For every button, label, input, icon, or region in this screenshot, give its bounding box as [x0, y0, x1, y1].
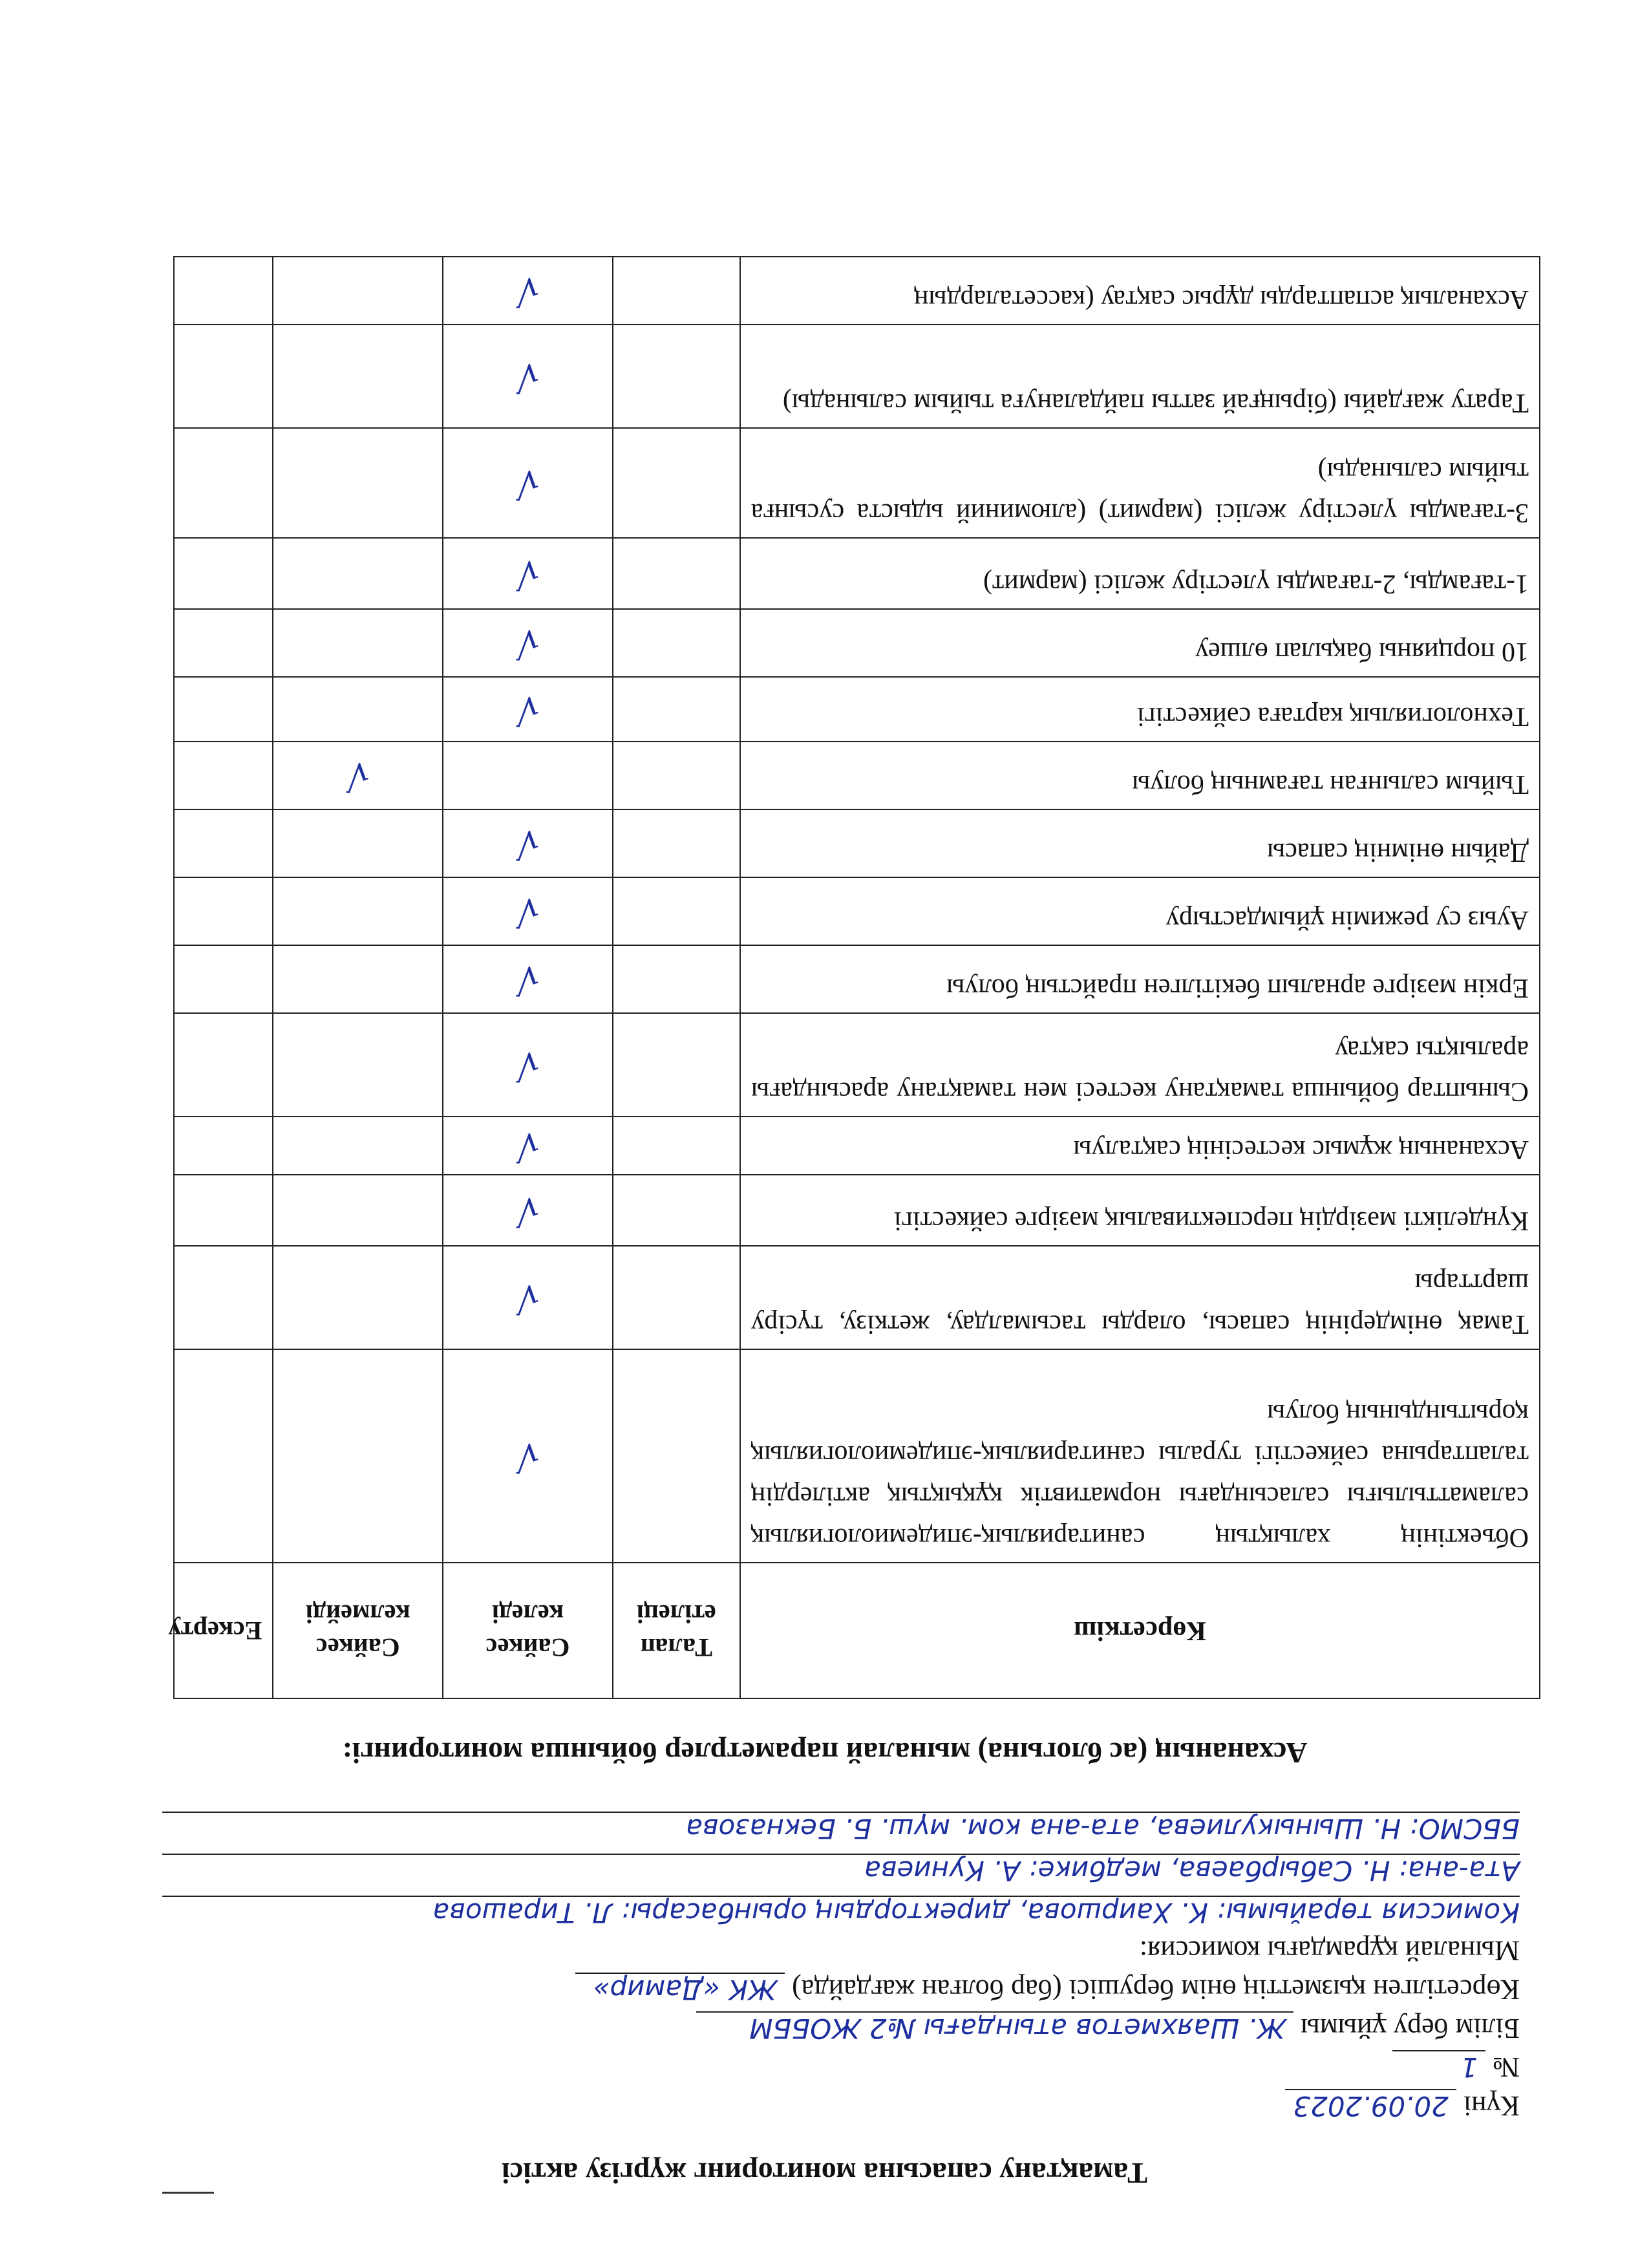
criterion-cell: Технологиялық картаға сәйкестігі — [740, 677, 1540, 742]
date-value: 20.09.2023 — [1285, 2089, 1456, 2122]
note-cell — [174, 1117, 273, 1175]
complies-cell: √ — [443, 945, 613, 1013]
criterion-cell: 3-тағамды үлестіру желісі (мармит) (алюминий ыдыста сусынға тыйым салынады) — [740, 428, 1540, 538]
required-cell — [613, 1175, 740, 1246]
required-cell — [613, 325, 740, 428]
complies-cell: √ — [443, 538, 613, 609]
school-line — [696, 2011, 1520, 2045]
required-cell — [613, 538, 740, 609]
complies-cell: √ — [443, 809, 613, 877]
not-complies-cell — [273, 609, 443, 677]
complies-cell: √ — [443, 1349, 613, 1563]
not-complies-cell — [273, 1246, 443, 1349]
supplier-line — [575, 1973, 1520, 2006]
header-criterion: Көрсеткіш — [740, 1563, 1540, 1698]
required-cell — [613, 257, 740, 325]
criterion-cell: Тыйым салынған тағамның болуы — [740, 742, 1540, 809]
not-complies-cell — [273, 257, 443, 325]
criterion-cell: Асханалық аспаптарды дұрыс сақтау (кассеталардың — [740, 257, 1540, 325]
criterion-cell: Ауыз су режимін ұйымдастыру — [740, 877, 1540, 945]
complies-cell: √ — [443, 1117, 613, 1175]
not-complies-cell — [273, 538, 443, 609]
required-cell — [613, 877, 740, 945]
table-row — [174, 1117, 1540, 1175]
note-cell — [174, 257, 273, 325]
criterion-cell: Асхананың жұмыс кестесінің сақталуы — [740, 1117, 1540, 1175]
number-label: № — [1493, 2051, 1520, 2083]
required-cell — [613, 742, 740, 809]
header-note: Ескерту — [174, 1563, 273, 1698]
criterion-cell: Тарату жағдайы (бірыңғай затты пайдалануға тыйым салынады) — [740, 325, 1540, 428]
header-required: Талап етілеці — [613, 1563, 740, 1698]
required-cell — [613, 1013, 740, 1117]
note-cell — [174, 809, 273, 877]
not-complies-cell — [273, 428, 443, 538]
not-complies-cell — [273, 1117, 443, 1175]
criterion-cell: Сыныптар бойынша тамақтану кестесі мен тамақтану арасындағы аралықты сақтау — [740, 1013, 1540, 1117]
number-value: 1 — [1392, 2050, 1485, 2083]
note-cell — [174, 1246, 273, 1349]
note-cell — [174, 428, 273, 538]
complies-cell: √ — [443, 325, 613, 428]
complies-cell: √ — [443, 428, 613, 538]
required-cell — [613, 1117, 740, 1175]
table-row — [174, 609, 1540, 677]
not-complies-cell — [273, 809, 443, 877]
header-not-complies: Сайкес келмейді — [273, 1563, 443, 1698]
note-cell — [174, 325, 273, 428]
complies-cell: √ — [443, 1013, 613, 1117]
required-cell — [613, 945, 740, 1013]
complies-cell: √ — [443, 677, 613, 742]
note-cell — [174, 742, 273, 809]
required-cell — [613, 609, 740, 677]
note-cell — [174, 1175, 273, 1246]
note-cell — [174, 538, 273, 609]
table-row — [174, 809, 1540, 877]
table-row — [174, 325, 1540, 428]
not-complies-cell — [273, 945, 443, 1013]
note-cell — [174, 1013, 273, 1117]
not-complies-cell — [273, 1013, 443, 1117]
table-row — [174, 1013, 1540, 1117]
table-row — [174, 945, 1540, 1013]
table-row — [174, 538, 1540, 609]
table-row — [174, 1246, 1540, 1349]
school-label: Білім беру ұйымы — [1301, 2013, 1520, 2044]
commission-line-3: ББСМО: Н. Шыныкулиева, ата-ана ком. мүш. Б. Бекназова — [162, 1812, 1520, 1845]
not-complies-cell: √ — [273, 742, 443, 809]
note-cell — [174, 945, 273, 1013]
note-cell — [174, 609, 273, 677]
not-complies-cell — [273, 1349, 443, 1563]
not-complies-cell — [273, 677, 443, 742]
monitoring-table — [168, 256, 1540, 1699]
note-cell — [174, 877, 273, 945]
note-cell — [174, 677, 273, 742]
criterion-cell: 1-тағамды, 2-тағамды үлестіру желісі (мармит) — [740, 538, 1540, 609]
not-complies-cell — [273, 325, 443, 428]
criterion-cell: Күнделікті мәзірдің перспективалық мәзірге сәйкестігі — [740, 1175, 1540, 1246]
table-row — [174, 257, 1540, 325]
commission-line-2: Ата-ана: Н. Сабырбаева, медбике: А. Куниева — [162, 1854, 1520, 1887]
act-title: Тамақтану сапасына мониторинг жүргізу актісі — [502, 2157, 1147, 2190]
complies-cell: √ — [443, 877, 613, 945]
required-cell — [613, 809, 740, 877]
date-label: Күні — [1463, 2090, 1520, 2122]
school-value: Ж. Шаяхметов атындағы №2 ЖОББМ — [696, 2011, 1293, 2044]
criterion-cell: Тамақ өнімдерінің сапасы, оларды тасымалдау, жеткізу, түсіру шарттары — [740, 1246, 1540, 1349]
complies-cell: √ — [443, 1175, 613, 1246]
criterion-cell: Еркін мәзірге арналып бекітілген прайстың болуы — [740, 945, 1540, 1013]
section-title: Асхананың (ас блогына) мыналай параметрлер бойынша мониторингі: — [342, 1737, 1308, 1770]
table-row — [174, 877, 1540, 945]
commission-line-1: Комиссия төрайымы: К. Хаиршова, директордың орынбасары: Л. Тирашова — [162, 1896, 1520, 1929]
date-line — [1285, 2089, 1520, 2123]
table-row — [174, 1175, 1540, 1246]
header-complies: Сайкес келеді — [443, 1563, 613, 1698]
corner-mark — [162, 2192, 214, 2194]
criterion-cell: Объектінің халықтың санитариялық-эпидемиологиялық саламаттылығы саласындағы нормативтік құқықтық актілердің талаптарына сәйкестігі туралы санитариялық-эпидемиологиялық қорытындының болуы — [740, 1349, 1540, 1563]
complies-cell: √ — [443, 257, 613, 325]
table-row — [174, 677, 1540, 742]
supplier-value: ЖК «Дамир» — [575, 1973, 785, 2006]
required-cell — [613, 1349, 740, 1563]
complies-cell — [443, 742, 613, 809]
table-header-row — [174, 1563, 1540, 1698]
note-cell — [174, 1349, 273, 1563]
complies-cell: √ — [443, 609, 613, 677]
criterion-cell: Дайын өнімнің сапасы — [740, 809, 1540, 877]
supplier-label: Көрсетілген қызметтің өнім берушісі (бар болған жағдайда) — [792, 1974, 1520, 2006]
not-complies-cell — [273, 877, 443, 945]
commission-label: Мыналай құрамдағы комиссия: — [1139, 1935, 1520, 1967]
required-cell — [613, 677, 740, 742]
table-row — [174, 428, 1540, 538]
not-complies-cell — [273, 1175, 443, 1246]
table-row — [174, 742, 1540, 809]
number-line — [1392, 2050, 1520, 2084]
criterion-cell: 10 порцияны бақылап өлшеу — [740, 609, 1540, 677]
required-cell — [613, 1246, 740, 1349]
table-row — [174, 1349, 1540, 1563]
required-cell — [613, 428, 740, 538]
complies-cell: √ — [443, 1246, 613, 1349]
